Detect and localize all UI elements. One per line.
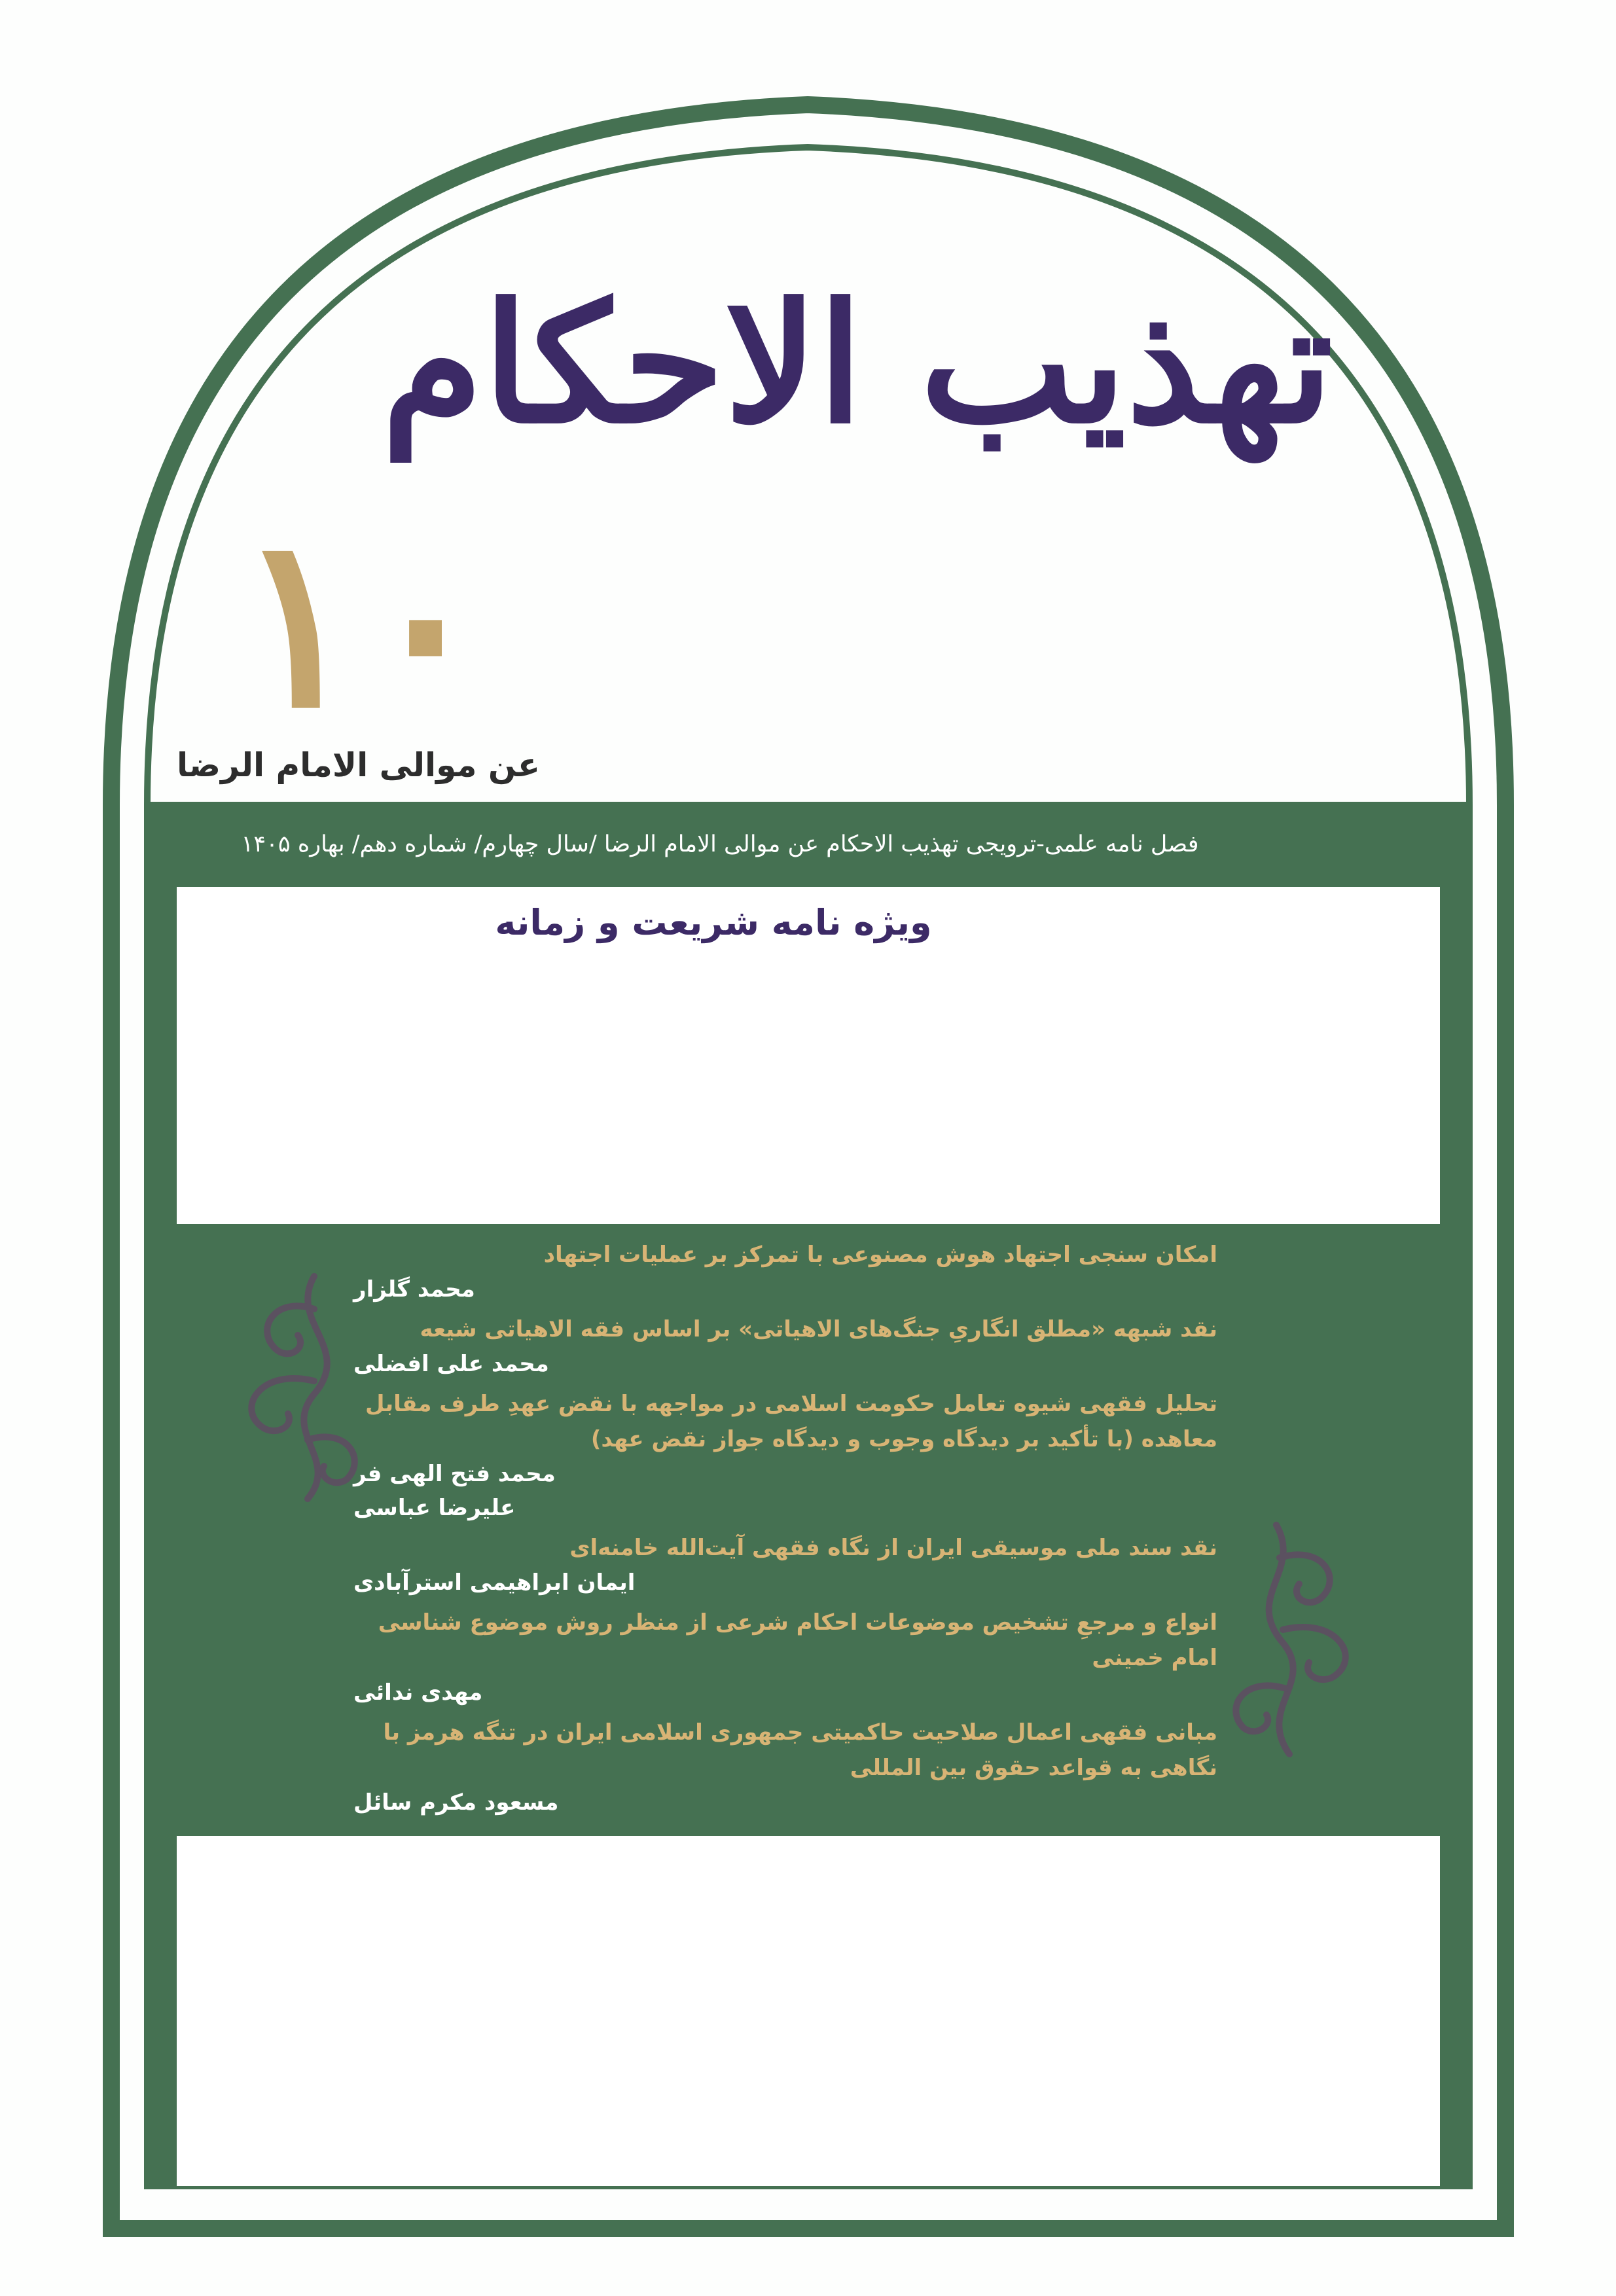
- special-issue-heading: ویژه نامه شریعت و زمانه: [495, 902, 932, 943]
- lower-white-panel: [177, 1836, 1440, 2186]
- table-of-contents: [353, 1237, 1217, 1825]
- toc-entry: [353, 1237, 1217, 1306]
- article-author: محمد گلزار: [353, 1276, 475, 1302]
- article-author: مهدی ندائی: [353, 1679, 483, 1706]
- right-stripe: [1440, 887, 1469, 2186]
- article-author: علیرضا عباسی: [353, 1495, 516, 1521]
- article-title: نقد سند ملی موسیقی ایران از نگاه فقهی آیت‌الله خامنه‌ای: [569, 1535, 1217, 1561]
- article-author: مسعود مکرم سائل: [353, 1789, 559, 1816]
- toc-entry: [353, 1312, 1217, 1381]
- article-title: تحلیل فقهی شیوه تعامل حکومت اسلامی در مواجهه با نقض عهدِ طرف مقابل معاهده (با تأکید بر دیدگاه وجوب و دیدگاه جواز نقض عهد): [365, 1391, 1217, 1452]
- article-title: امکان سنجی اجتهاد هوش مصنوعی با تمرکز بر عملیات اجتهاد: [543, 1242, 1217, 1268]
- article-title: انواع و مرجعِ تشخیص موضوعات احکام شرعی از منظر روش موضوع شناسی امام خمینی: [378, 1609, 1217, 1671]
- publication-info-line: فصل نامه علمی-ترویجی تهذیب الاحکام عن موالی الامام الرضا ‎/سال چهارم/ شماره دهم/ بهاره ۱۴۰۵: [241, 831, 1199, 857]
- journal-title: تهذیب الاحکام: [382, 267, 1333, 459]
- left-stripe: [147, 887, 177, 2186]
- article-title: نقد شبهه «مطلق انگاریِ جنگ‌های الاهیاتی» بر اساس فقه الاهیاتی شیعه: [420, 1316, 1217, 1342]
- toc-entry: [353, 1386, 1217, 1525]
- article-title: مبانی فقهی اعمال صلاحیت حاکمیتی جمهوری اسلامی ایران در تنگه هرمز با نگاهی به قواعد حقوق بین المللی: [383, 1719, 1217, 1781]
- article-author: محمد علی افضلی: [353, 1351, 549, 1377]
- toc-entry: [353, 1605, 1217, 1710]
- journal-subtitle: عن موالی الامام الرضا: [177, 746, 541, 784]
- issue-number: ۱۰: [236, 483, 489, 760]
- toc-entry: [353, 1715, 1217, 1820]
- article-author: ایمان ابراهیمی استرآبادی: [353, 1570, 636, 1596]
- toc-entry: [353, 1530, 1217, 1600]
- article-author: محمد فتح الهی فر: [353, 1461, 556, 1487]
